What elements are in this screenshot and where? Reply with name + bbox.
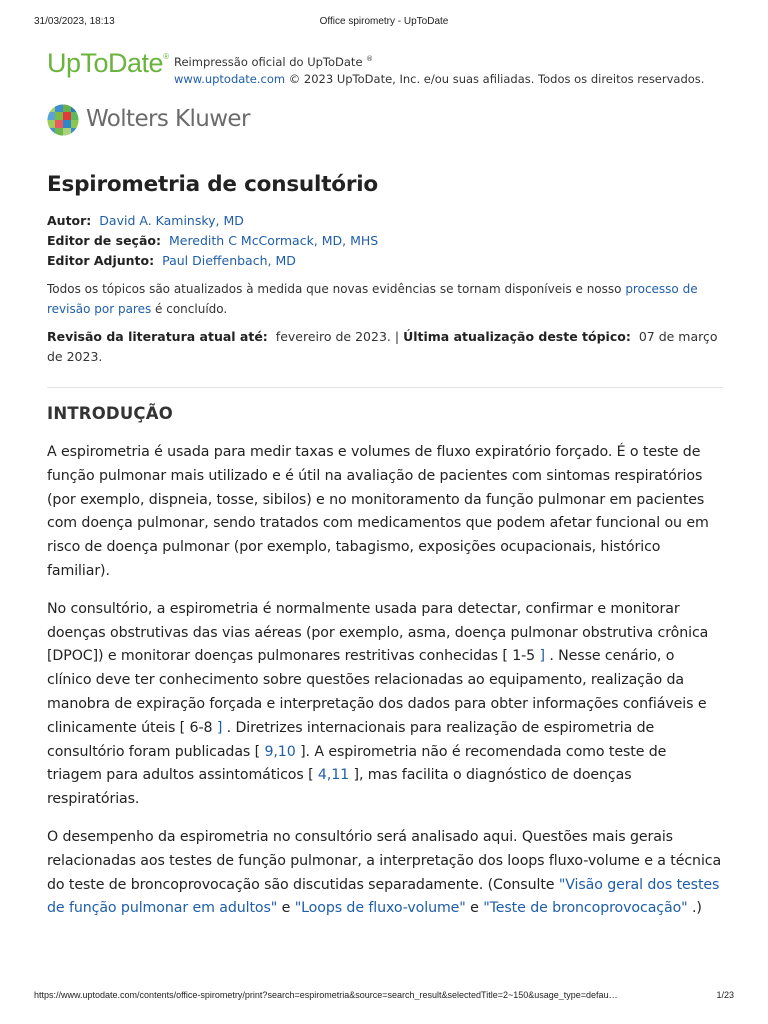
p2-text-b: . Nesse cenário, o clínico deve ter conhecimento sobre questões relacionadas ao equipamento, realização da manobra de expiração forçada e interpretação dos dados para obter informações confiáveis e clinicamente úteis [ 6-8	[47, 648, 707, 736]
intro-paragraph-1: A espirometria é usada para medir taxas e volumes de fluxo expiratório forçado. É o teste de função pulmonar mais utilizado e é útil na avaliação de pacientes com sintomas respiratórios (por exemplo, dispneia, tosse, sibilos) e no monitoramento da função pulmonar em pacientes com doença pulmonar, sendo tratados com medicamentos que podem afetar funcional ou em risco de doença pulmonar (por exemplo, tabagismo, exposições ocupacionais, histórico familiar).	[47, 444, 709, 579]
copyright-text: © 2023 UpToDate, Inc. e/ou suas afiliadas. Todos os direitos reservados.	[288, 71, 705, 86]
flow-volume-loops-link[interactable]: "Loops de fluxo-volume"	[294, 900, 466, 917]
article-title: Espirometria de consultório	[47, 172, 378, 197]
wolters-kluwer-globe-icon	[47, 104, 79, 136]
update-note-text: Todos os tópicos são atualizados à medida que novas evidências se tornam disponíveis e nosso	[47, 282, 626, 296]
update-note-end: é concluído.	[151, 302, 228, 316]
update-note	[47, 279, 723, 319]
reprint-notice	[174, 51, 704, 88]
last-update-label: Última atualização deste tópico:	[403, 329, 631, 344]
author-link[interactable]: David A. Kaminsky, MD	[99, 213, 244, 228]
section-editor-label: Editor de seção:	[47, 233, 161, 248]
print-url: https://www.uptodate.com/contents/office-spirometry/print?search=espirometria&source=search_result&selectedTitle=2~150&usage_type=defau…	[34, 990, 618, 1000]
reprint-label: Reimpressão oficial do UpToDate	[174, 54, 363, 69]
deputy-editor-link[interactable]: Paul Dieffenbach, MD	[162, 253, 296, 268]
last-update-value: 07 de março de 2023.	[47, 329, 718, 364]
p2-text-e: ], mas facilita o diagnóstico de doenças respiratórias.	[47, 767, 632, 808]
reference-link-1-5[interactable]: ]	[539, 648, 545, 665]
article-content	[47, 46, 723, 935]
p2-text-a: No consultório, a espirometria é normalmente usada para detectar, confirmar e monitorar doenças obstrutivas das vias aéreas (por exemplo, asma, doença pulmonar obstrutiva crônica [DPOC]) e monitorar doenças pulmonares restritivas conhecidas [ 1-5	[47, 600, 709, 665]
p3-and-2: e	[465, 900, 484, 917]
revision-separator: |	[394, 329, 400, 344]
print-header	[34, 16, 734, 30]
lit-review-value: fevereiro de 2023.	[275, 329, 391, 344]
reprint-mark: ®	[366, 55, 374, 63]
reference-link-9-10[interactable]: 9,10	[264, 743, 296, 760]
uptodate-site-link[interactable]: www.uptodate.com	[174, 71, 286, 86]
print-page-number: 1/23	[716, 990, 734, 1000]
section-divider	[47, 387, 723, 388]
publisher-logo	[47, 104, 723, 152]
deputy-editor-label: Editor Adjunto:	[47, 253, 155, 268]
uptodate-logo-text: UpToDate	[47, 48, 164, 78]
p3-and-1: e	[277, 900, 295, 917]
print-datetime: 31/03/2023, 18:13	[34, 16, 115, 27]
section-editor-link[interactable]: Meredith C McCormack, MD, MHS	[168, 233, 379, 248]
intro-heading: INTRODUÇÃO	[47, 404, 173, 423]
bronchoprovocation-link[interactable]: "Teste de broncoprovocação"	[483, 900, 688, 917]
intro-paragraph-3	[47, 826, 723, 921]
section-editor-line	[47, 231, 723, 251]
reference-link-6-8[interactable]: ]	[216, 719, 223, 736]
print-page-title: Office spirometry - UpToDate	[319, 16, 449, 27]
peer-review-link[interactable]: processo de revisão por pares	[47, 282, 698, 316]
p2-text-d: ]. A espirometria não é recomendada como teste de triagem para adultos assintomáticos [	[47, 743, 667, 784]
registered-mark: ®	[163, 52, 169, 61]
lit-review-label: Revisão da literatura atual até:	[47, 329, 268, 344]
author-label: Autor:	[47, 213, 92, 228]
reference-link-4-11[interactable]: 4,11	[317, 767, 350, 784]
p3-end: .)	[687, 900, 702, 917]
p3-text-a: O desempenho da espirometria no consultório será analisado aqui. Questões mais gerais relacionadas aos testes de função pulmonar, a interpretação dos loops fluxo-volume e a técnica do teste de broncoprovocação são discutidas separadamente. (Consulte	[47, 828, 722, 893]
pft-overview-link[interactable]: "Visão geral dos testes de função pulmonar em adultos"	[47, 876, 720, 917]
intro-paragraph-2	[47, 598, 723, 812]
p2-text-c: . Diretrizes internacionais para realização de espirometria de consultório foram publicadas [	[47, 719, 655, 760]
author-line	[47, 211, 723, 231]
deputy-editor-line	[47, 251, 723, 271]
wolters-kluwer-name: Wolters Kluwer	[86, 106, 250, 132]
brand-header	[47, 46, 723, 96]
print-footer	[34, 990, 734, 1004]
revision-info	[47, 327, 723, 367]
uptodate-logo[interactable]	[47, 48, 168, 79]
